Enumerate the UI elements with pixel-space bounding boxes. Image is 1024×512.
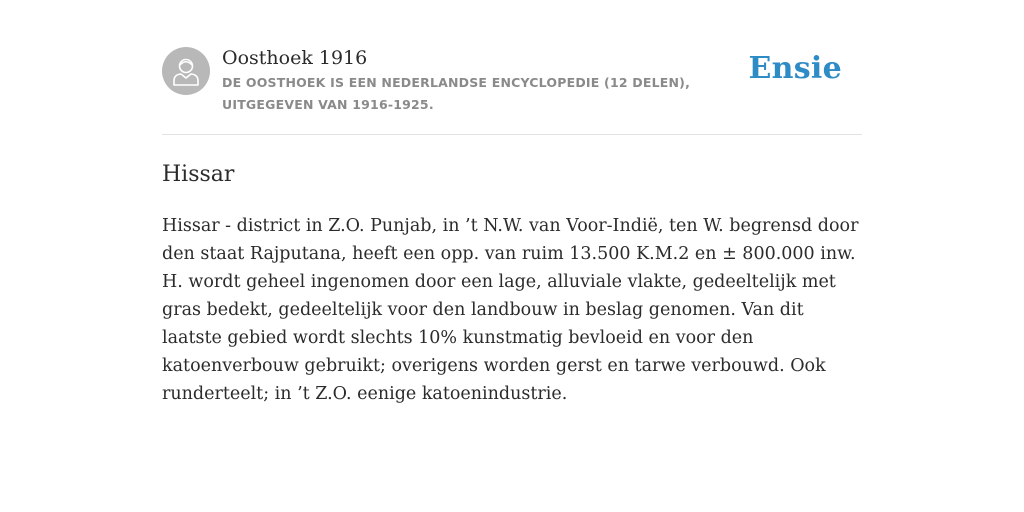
page	[162, 0, 862, 404]
entry-body: Hissar - district in Z.O. Punjab, in ’t N.W. van Voor-Indië, ten W. begrensd door den staat Rajputana, heeft een opp. van ruim 13.500 K.M.2 en ± 800.000 inw. H. wordt geheel ingenomen door een lage, alluviale vlakte, gedeeltelijk met gras bedekt, gedeeltelijk voor den landbouw in beslag genomen. Van dit laatste gebied wordt slechts 10% kunstmatig bevloeid en voor den katoenverbouw gebruikt; overigens worden gerst en tarwe verbouwd. Ook runderteelt; in ’t Z.O. eenige katoenindustrie.	[162, 216, 859, 404]
source-header	[162, 0, 862, 135]
source-description: DE OOSTHOEK IS EEN NEDERLANDSE ENCYCLOPEDIE (12 DELEN), UITGEGEVEN VAN 1916-1925.	[222, 75, 691, 112]
entry-title: Hissar	[162, 162, 235, 187]
brand-logo-link[interactable]: Ensie	[748, 51, 842, 86]
user-icon	[172, 56, 200, 86]
source-avatar	[162, 47, 210, 95]
source-title[interactable]: Oosthoek 1916	[222, 47, 368, 69]
